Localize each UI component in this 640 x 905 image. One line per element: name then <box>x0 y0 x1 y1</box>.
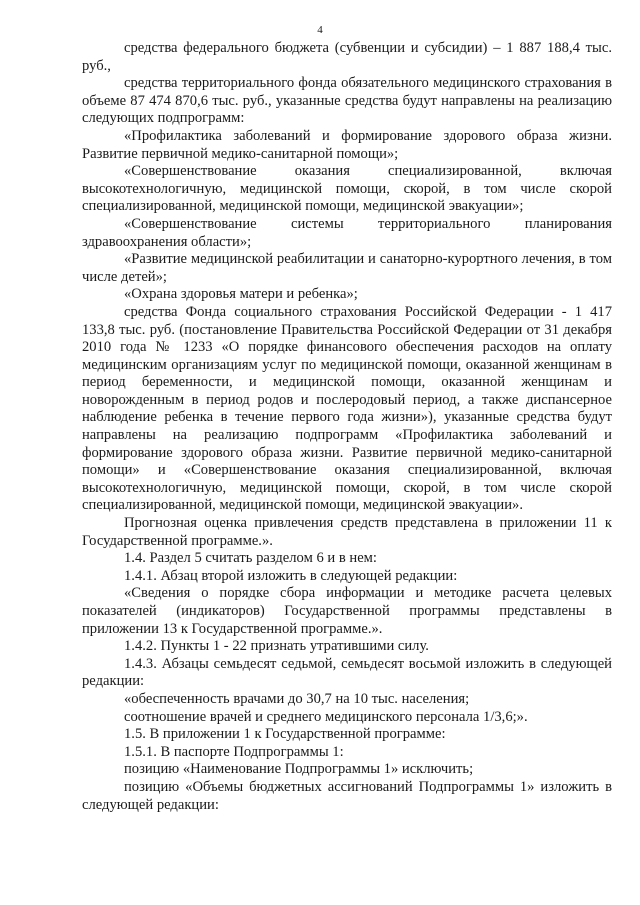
paragraph-clause-1-4-3: 1.4.3. Абзацы семьдесят седьмой, семьдесят восьмой изложить в следующей редакции: <box>82 655 612 690</box>
paragraph-subprogram-maternity: «Охрана здоровья матери и ребенка»; <box>124 286 358 303</box>
paragraph-budget-position: позицию «Объемы бюджетных ассигнований Подпрограммы 1» изложить в следующей редакции: <box>82 778 612 813</box>
paragraph-staff-ratio: соотношение врачей и среднего медицинского персонала 1/3,6;». <box>124 708 528 725</box>
paragraph-subprogram-prevention: «Профилактика заболеваний и формирование здорового образа жизни. Развитие первичной медико-санитарной помощи»; <box>82 127 612 162</box>
paragraph-territorial-fund: средства территориального фонда обязательного медицинского страхования в объеме 87 474 870,6 тыс. руб., указанные средства будут направлены на реализацию следующих подпрограмм: <box>82 75 612 127</box>
paragraph-subprogram-rehabilitation: «Развитие медицинской реабилитации и санаторно-курортного лечения, в том числе детей»; <box>82 251 612 285</box>
paragraph-forecast-estimate: Прогнозная оценка привлечения средств представлена в приложении 11 к Государственной программе.». <box>82 515 612 549</box>
page-number: 4 <box>317 24 323 36</box>
paragraph-clause-1-5-1: 1.5.1. В паспорте Подпрограммы 1: <box>124 743 344 760</box>
paragraph-subprogram-specialized-care: «Совершенствование оказания специализированной, включая высокотехнологичную, медицинской помощи, скорой, в том числе скорой специализированной, медицинской помощи, медицинской эвакуации»; <box>82 163 612 215</box>
paragraph-federal-budget: средства федерального бюджета (субвенции и субсидии) – 1 887 188,4 тыс. руб., <box>82 40 612 74</box>
document-body <box>82 40 612 814</box>
paragraph-social-insurance-fund: средства Фонда социального страхования Российской Федерации - 1 417 133,8 тыс. руб. (постановление Правительства Российской Федерации от 31 декабря 2010 года № 1233 «О порядке финансового обеспечения расходов на оплату медицинским организациям услуг по медицинской помощи, оказанной женщинам в период беременности, и медицинской помощи, оказанной женщинам и новорожденным в период родов и послеродовый период, а также диспансерное наблюдение ребенка в течение первого года жизни»), указанные средства будут направлены на реализацию подпрограмм «Профилактика заболеваний и формирование здорового образа жизни. Развитие первичной медико-санитарной помощи» и «Совершенствование оказания специализированной, включая высокотехнологичную, медицинской помощи, скорой, в том числе скорой специализированной, медицинской помощи, медицинской эвакуации». <box>82 303 612 514</box>
paragraph-clause-1-4-2: 1.4.2. Пункты 1 - 22 признать утратившими силу. <box>124 638 429 655</box>
paragraph-indicators-info: «Сведения о порядке сбора информации и методике расчета целевых показателей (индикаторов) Государственной программы представлены в приложении 13 к Государственной программе.». <box>82 585 612 637</box>
paragraph-doctors-ratio: «обеспеченность врачами до 30,7 на 10 тыс. населения; <box>124 690 470 707</box>
paragraph-subprogram-planning: «Совершенствование системы территориального планирования здравоохранения области»; <box>82 215 612 250</box>
paragraph-clause-1-4-1: 1.4.1. Абзац второй изложить в следующей редакции: <box>124 567 458 584</box>
paragraph-clause-1-5: 1.5. В приложении 1 к Государственной программе: <box>124 726 446 743</box>
paragraph-exclude-position: позицию «Наименование Подпрограммы 1» исключить; <box>124 761 474 778</box>
paragraph-clause-1-4: 1.4. Раздел 5 считать разделом 6 и в нем: <box>124 550 377 567</box>
